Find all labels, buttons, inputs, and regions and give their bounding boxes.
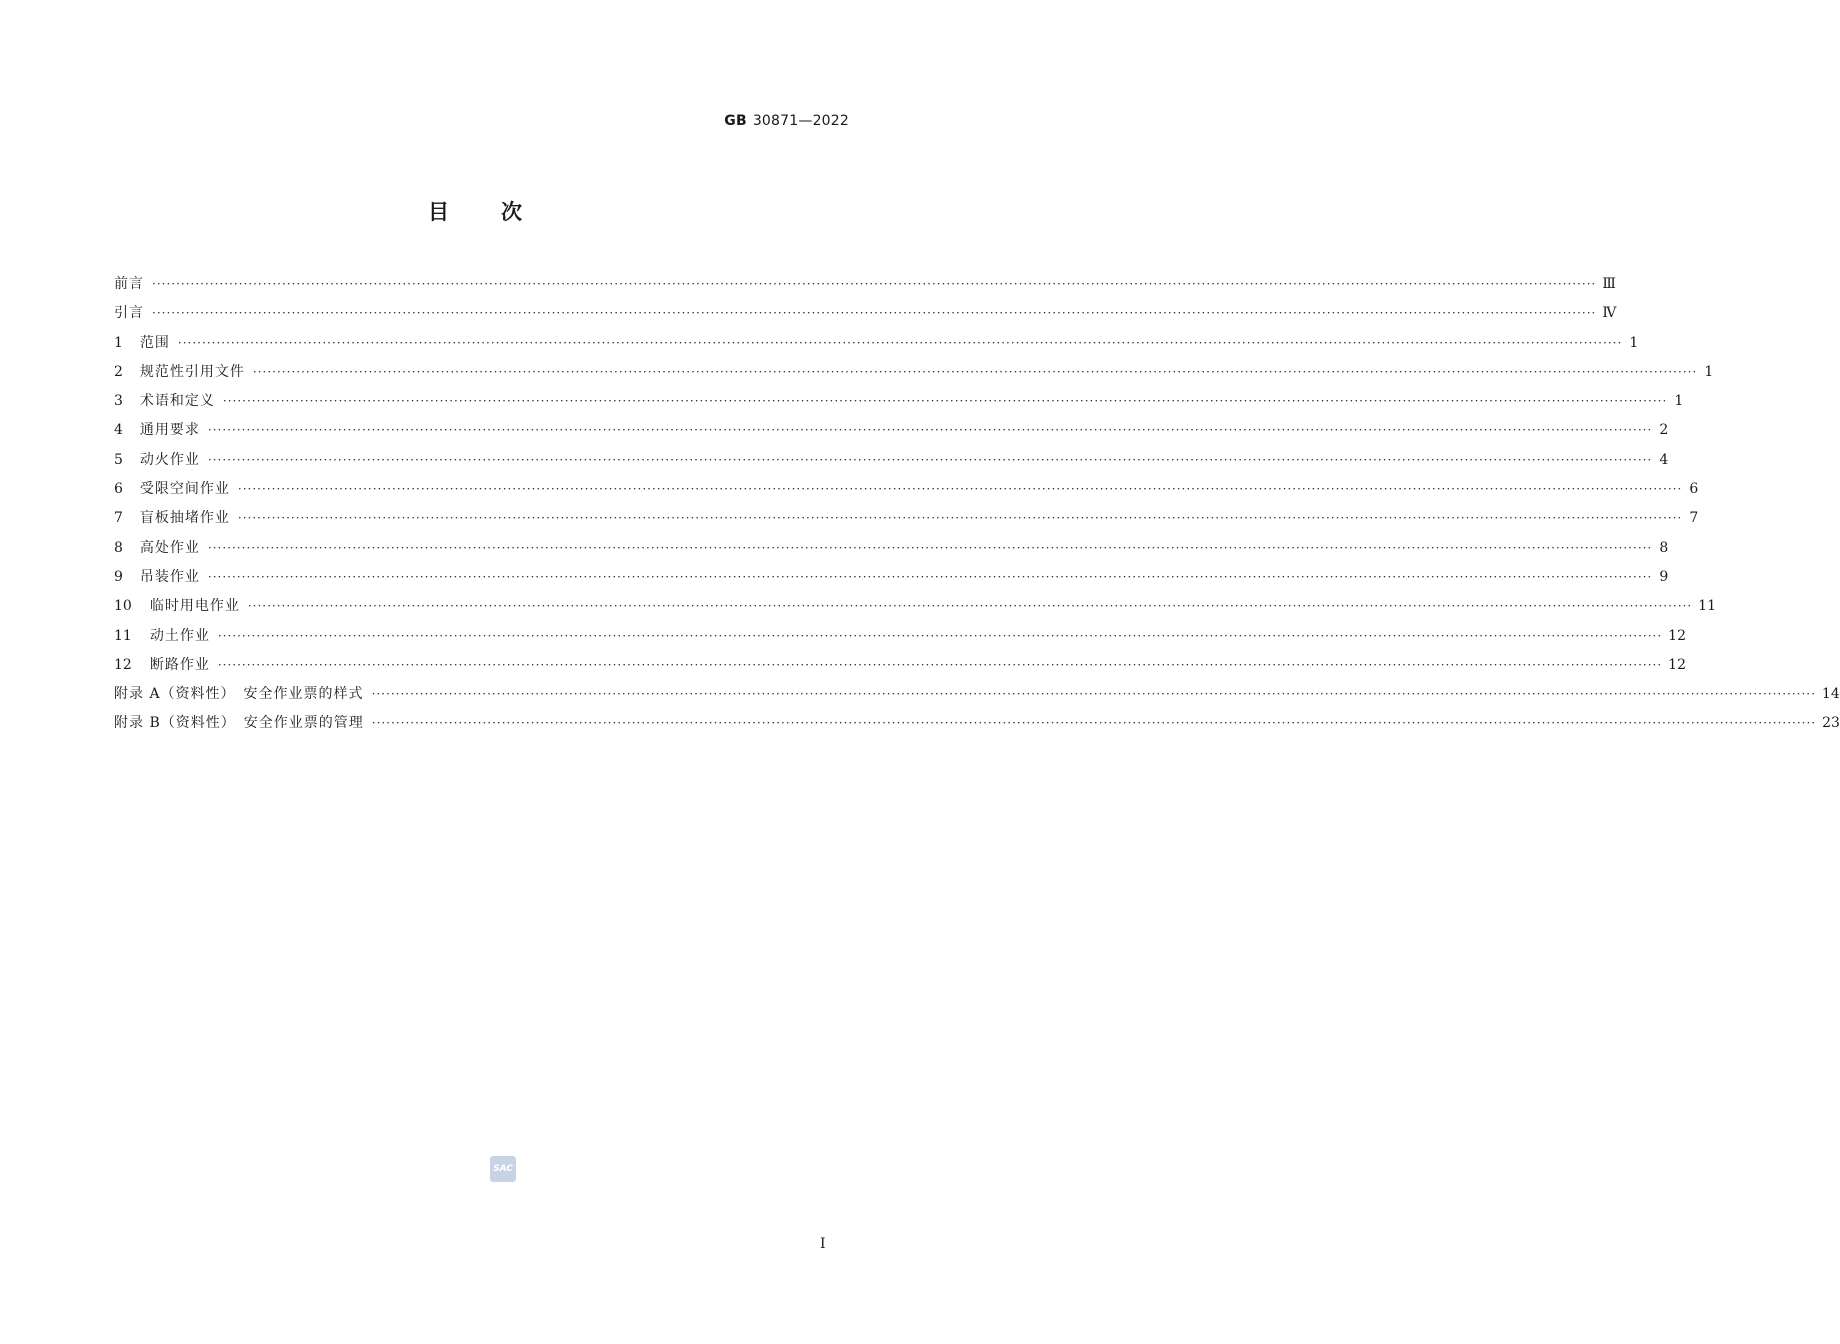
toc-entry-number: 4 <box>114 422 123 439</box>
page-title <box>0 196 950 226</box>
toc-entry-label: 附录 A（资料性） 安全作业票的样式 <box>114 686 364 703</box>
toc-entry-page: 9 <box>1659 568 1669 585</box>
toc-entry[interactable] <box>114 596 1716 625</box>
table-of-contents <box>114 274 1840 743</box>
toc-entry-label: 通用要求 <box>139 422 200 439</box>
toc-entry-number: 11 <box>114 627 132 644</box>
toc-entry-page: 1 <box>1674 393 1684 410</box>
toc-leader-dots: ············································································································································································································································································································ <box>371 687 1816 702</box>
toc-entry-label: 规范性引用文件 <box>139 363 245 380</box>
toc-entry-label: 受限空间作业 <box>139 481 230 498</box>
toc-leader-dots: ············································································································································································································································································································ <box>207 452 1653 467</box>
toc-entry[interactable] <box>114 538 1669 567</box>
toc-leader-dots: ············································································································································································································································································································ <box>152 306 1597 321</box>
toc-entry[interactable] <box>114 655 1686 684</box>
toc-entry-number: 10 <box>114 598 132 615</box>
toc-entry-label: 范围 <box>139 334 170 351</box>
watermark-text: SAC <box>493 1164 513 1174</box>
title-part-1: 目 <box>428 200 449 224</box>
toc-entry-page: 6 <box>1689 481 1699 498</box>
toc-entry-label: 高处作业 <box>139 539 200 556</box>
toc-leader-dots: ············································································································································································································································································································ <box>247 599 1693 614</box>
toc-entry-page: Ⅲ <box>1602 276 1616 292</box>
toc-entry-number: 3 <box>114 393 123 410</box>
toc-entry-page: 1 <box>1629 334 1639 351</box>
toc-entry-number: 8 <box>114 539 123 556</box>
toc-entry-number: 1 <box>114 334 123 351</box>
toc-entry-label: 引言 <box>114 305 144 322</box>
toc-entry-page: 7 <box>1689 510 1699 527</box>
toc-entry-number: 5 <box>114 451 123 468</box>
toc-entry-label: 临时用电作业 <box>149 598 240 615</box>
standard-prefix: GB <box>724 113 747 129</box>
toc-entry-number: 2 <box>114 363 123 380</box>
toc-entry[interactable] <box>114 508 1699 537</box>
toc-leader-dots: ············································································································································································································································································································ <box>207 423 1653 438</box>
standard-number: 30871—2022 <box>752 113 849 129</box>
toc-entry-label: 吊装作业 <box>139 568 200 585</box>
standard-code <box>724 113 849 129</box>
toc-entry[interactable] <box>114 626 1686 655</box>
toc-entry-label: 动土作业 <box>149 627 210 644</box>
toc-entry-page: 12 <box>1668 627 1686 644</box>
toc-entry-page: 23 <box>1822 715 1840 732</box>
toc-entry[interactable] <box>114 684 1840 713</box>
toc-leader-dots: ············································································································································································································································································································ <box>207 540 1653 555</box>
toc-entry-page: 12 <box>1668 656 1686 673</box>
toc-entry-label: 断路作业 <box>149 656 210 673</box>
toc-entry-number: 12 <box>114 656 132 673</box>
toc-leader-dots: ············································································································································································································································································································ <box>207 569 1653 584</box>
toc-entry[interactable] <box>114 420 1669 449</box>
toc-entry-page: 2 <box>1659 422 1669 439</box>
sac-logo-icon <box>490 1156 516 1182</box>
toc-entry[interactable] <box>114 450 1669 479</box>
toc-entry-page: 14 <box>1821 686 1840 703</box>
toc-entry-label: 附录 B（资料性） 安全作业票的管理 <box>114 715 364 732</box>
toc-entry-page: Ⅳ <box>1602 305 1617 322</box>
toc-leader-dots: ············································································································································································································································································································ <box>222 394 1668 409</box>
toc-entry-label: 盲板抽堵作业 <box>139 510 230 527</box>
toc-entry-label: 术语和定义 <box>139 393 215 410</box>
toc-entry-number: 6 <box>114 481 123 498</box>
toc-leader-dots: ············································································································································································································································································································ <box>152 277 1597 291</box>
toc-entry[interactable] <box>114 333 1639 362</box>
toc-entry[interactable] <box>114 274 1616 303</box>
toc-entry-number: 7 <box>114 510 123 527</box>
page-number: I <box>820 1236 826 1252</box>
toc-entry-page: 4 <box>1659 451 1669 468</box>
toc-leader-dots: ············································································································································································································································································································ <box>237 511 1683 526</box>
toc-entry-page: 11 <box>1698 598 1716 615</box>
toc-entry-page: 8 <box>1659 539 1669 556</box>
toc-entry-label: 前言 <box>114 276 144 292</box>
toc-leader-dots: ············································································································································································································································································································ <box>237 482 1683 497</box>
title-part-2: 次 <box>501 200 522 224</box>
toc-leader-dots: ············································································································································································································································································································ <box>371 716 1817 731</box>
toc-entry-page: 1 <box>1704 363 1714 380</box>
toc-entry[interactable] <box>114 713 1840 742</box>
toc-leader-dots: ············································································································································································································································································································ <box>217 628 1663 643</box>
toc-entry[interactable] <box>114 479 1699 508</box>
toc-entry[interactable] <box>114 303 1617 332</box>
toc-leader-dots: ············································································································································································································································································································ <box>217 657 1663 672</box>
toc-entry[interactable] <box>114 391 1684 420</box>
toc-entry[interactable] <box>114 362 1714 391</box>
toc-entry-number: 9 <box>114 568 123 585</box>
toc-entry-label: 动火作业 <box>139 451 200 468</box>
toc-entry[interactable] <box>114 567 1669 596</box>
toc-leader-dots: ············································································································································································································································································································ <box>252 364 1698 379</box>
toc-leader-dots: ············································································································································································································································································································ <box>177 335 1623 350</box>
